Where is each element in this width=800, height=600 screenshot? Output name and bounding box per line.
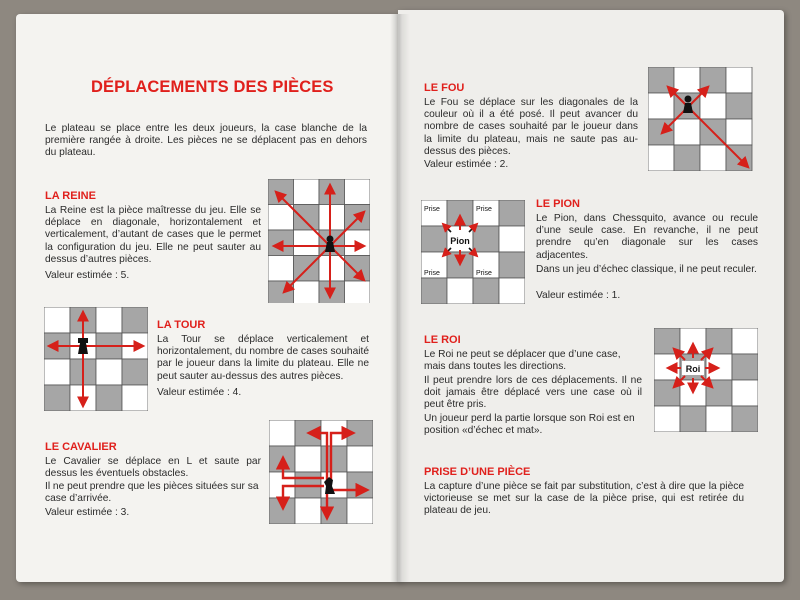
- bishop-heading: LE FOU: [424, 82, 465, 94]
- queen-value: Valeur estimée : 5.: [45, 270, 130, 281]
- queen-diagram: [268, 179, 370, 303]
- board-square: [726, 119, 752, 145]
- board-square: [345, 281, 371, 303]
- board-square: [674, 67, 700, 93]
- board-square: [321, 472, 347, 498]
- board-square: [674, 119, 700, 145]
- knight-diagram: [269, 420, 373, 524]
- capture-heading: PRISE D’UNE PIÈCE: [424, 466, 531, 478]
- board-square: [44, 359, 70, 385]
- board-square: [347, 498, 373, 524]
- capture-label-bottom-right: Prise: [476, 270, 492, 277]
- king-heading: LE ROI: [424, 334, 461, 346]
- page-fold: [390, 14, 410, 582]
- queen-heading: LA REINE: [45, 190, 96, 202]
- board-square: [648, 145, 674, 171]
- board-square: [319, 179, 345, 205]
- board-square: [648, 119, 674, 145]
- board-square: [345, 179, 371, 205]
- board-square: [726, 67, 752, 93]
- board-square: [421, 200, 447, 226]
- capture-label-top-right: Prise: [476, 206, 492, 213]
- board-square: [122, 385, 148, 411]
- rook-value: Valeur estimée : 4.: [157, 387, 242, 398]
- board-square: [732, 328, 758, 354]
- board-square: [499, 278, 525, 304]
- queen-text: La Reine est la pièce maîtresse du jeu. Elle se déplace en diagonale, horizontalement et verticalement, d’autant de cases que le permet la configuration du jeu. Elle ne peut sauter au dessus d’autres pièces.: [45, 205, 261, 265]
- board-square: [700, 145, 726, 171]
- pawn-value: Valeur estimée : 1.: [536, 290, 621, 301]
- board-square: [122, 359, 148, 385]
- board-square: [473, 200, 499, 226]
- knight-text-2: Il ne peut prendre que les pièces situées sur sa case d’arrivée.: [45, 481, 259, 505]
- rook-diagram: [44, 307, 148, 411]
- board-square: [473, 278, 499, 304]
- board-square: [295, 498, 321, 524]
- board-square: [499, 226, 525, 252]
- board-square: [122, 307, 148, 333]
- board-square: [268, 230, 294, 256]
- board-square: [295, 446, 321, 472]
- board-square: [319, 256, 345, 282]
- capture-text: La capture d’une pièce se fait par substitution, c’est à dire que la pièce victorieuse se met sur la case de la pièce prise, qui est retirée du plateau de jeu.: [424, 481, 744, 517]
- board-square: [499, 252, 525, 278]
- pawn-heading: LE PION: [536, 198, 581, 210]
- board-square: [732, 406, 758, 432]
- king-text-3: Un joueur perd la partie lorsque son Roi est en position «d’échec et mat».: [424, 413, 635, 437]
- board-square: [96, 307, 122, 333]
- queen-board-squares: [268, 179, 370, 303]
- board-square: [268, 205, 294, 231]
- board-square: [321, 446, 347, 472]
- intro-text: Le plateau se place entre les deux joueurs, la case blanche de la première rangée à droite. Les pièces ne se déplacent pas en dehors du plateau.: [45, 123, 367, 159]
- board-square: [44, 307, 70, 333]
- board-square: [96, 359, 122, 385]
- knight-text-1: Le Cavalier se déplace en L et saute par dessus les éventuels obstacles.: [45, 456, 261, 480]
- bishop-value: Valeur estimée : 2.: [424, 159, 509, 170]
- board-square: [680, 406, 706, 432]
- board-square: [269, 420, 295, 446]
- pawn-diagram-label: Pion: [450, 236, 470, 246]
- board-square: [499, 200, 525, 226]
- board-square: [268, 256, 294, 282]
- rook-text: La Tour se déplace verticalement et horizontalement, du nombre de cases souhaité par le joueur dans la limite du plateau. Elle ne peut sauter au-dessus des autres pièces.: [157, 334, 369, 382]
- rook-heading: LA TOUR: [157, 319, 206, 331]
- board-square: [345, 230, 371, 256]
- board-square: [347, 472, 373, 498]
- board-square: [345, 256, 371, 282]
- board-square: [654, 406, 680, 432]
- board-square: [447, 278, 473, 304]
- board-square: [96, 385, 122, 411]
- board-square: [674, 145, 700, 171]
- board-square: [726, 93, 752, 119]
- board-square: [319, 281, 345, 303]
- knight-board-squares: [269, 420, 373, 524]
- knight-value: Valeur estimée : 3.: [45, 507, 130, 518]
- board-square: [700, 93, 726, 119]
- board-square: [294, 256, 320, 282]
- board-square: [706, 406, 732, 432]
- board-square: [347, 446, 373, 472]
- board-square: [321, 498, 347, 524]
- board-square: [268, 179, 294, 205]
- board-square: [700, 67, 726, 93]
- board-square: [268, 281, 294, 303]
- board-square: [732, 354, 758, 380]
- rook-board-squares: [44, 307, 148, 411]
- bishop-text: Le Fou se déplace sur les diagonales de la couleur où il a été posé. Il peut avancer du nombre de cases souhaité par le joueur dans la limite du plateau, mais ne saute pas au-dessus des pièces.: [424, 97, 638, 157]
- board-square: [319, 205, 345, 231]
- board-square: [648, 93, 674, 119]
- pawn-text-2: Dans un jeu d’échec classique, il ne peut reculer.: [536, 264, 757, 275]
- board-square: [473, 226, 499, 252]
- board-square: [294, 281, 320, 303]
- king-text-2: Il peut prendre lors de ces déplacements. Il ne doit jamais être déplacé vers une case où il peut être pris.: [424, 375, 642, 411]
- king-text-1: Le Roi ne peut se déplacer que d’une case, mais dans toutes les directions.: [424, 349, 621, 373]
- pawn-text-1: Le Pion, dans Chessquito, avance ou recule d’une seule case. En revanche, il ne peut prendre qu’en diagonale sur les cases adjacentes.: [536, 213, 758, 261]
- bishop-diagram: [648, 67, 756, 171]
- board-square: [345, 205, 371, 231]
- board-square: [294, 205, 320, 231]
- board-square: [421, 278, 447, 304]
- board-square: [294, 179, 320, 205]
- capture-label-top-left: Prise: [424, 206, 440, 213]
- page-title: DÉPLACEMENTS DES PIÈCES: [91, 78, 334, 96]
- board-square: [44, 385, 70, 411]
- king-diagram-label: Roi: [685, 364, 701, 374]
- board-square: [732, 380, 758, 406]
- board-square: [294, 230, 320, 256]
- pawn-diagram: [421, 200, 525, 304]
- knight-heading: LE CAVALIER: [45, 441, 117, 453]
- capture-label-bottom-left: Prise: [424, 270, 440, 277]
- board-square: [421, 226, 447, 252]
- rook-piece-icon: [78, 338, 88, 354]
- king-diagram: [654, 328, 758, 432]
